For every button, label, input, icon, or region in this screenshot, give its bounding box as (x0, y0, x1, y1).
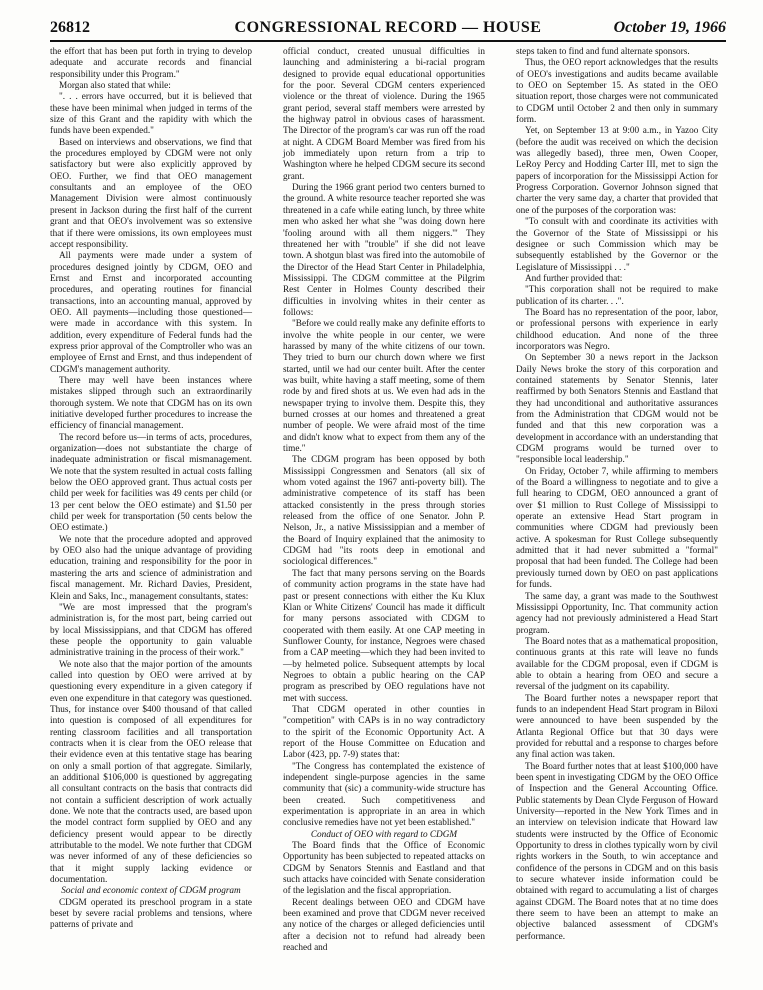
paragraph: The CDGM program has been opposed by both Mississippi Congressmen and Senators (all six of whom voted against the 1967 anti-poverty bill). The administrative competence of its staff has been attacked consistently in the press through stories released from the office of one Senator. John P. Nelson, Jr., a native Mississippian and a member of the Board of Inquiry explained that the animosity to CDGM had "its roots deep in emotional and sociological differences." (283, 455, 485, 568)
paragraph: During the 1966 grant period two centers burned to the ground. A white resource teacher reported she was threatened in a cafe while eating lunch, by three white men who asked her what she "was doing down here 'fooling around with all them niggers.'" They threatened her with "trouble" if she did not leave town. A shotgun blast was fired into the automobile of the Director of the Head Start Center in Philadelphia, Mississippi. The CDGM committee at the Pilgrim Rest Center in Holmes County described their difficulties in involving whites in their center as follows: (283, 183, 485, 318)
paragraph: The Board further notes that at least $100,000 have been spent in investigating CDGM by the OEO Office of Inspection and the General Accounting Office. Public statements by Dean Clyde Ferguson of Howard University—reported in the New York Times and in an interview on television indicate that Howard law students were instructed by the Office of Economic Opportunity to dress in clothes typically worn by civil rights workers in the South, to win acceptance and confidence of the persons in CDGM and on this basis to secure whatever inside information could be obtained with regard to accumulating a list of charges against CDGM. The Board notes that at no time does there seem to have been an attempt to make an objective balanced assessment of CDGM's performance. (516, 761, 718, 942)
paragraph: "We are most impressed that the program's administration is, for the most part, being carried out by local Mississippians, and that CDGM has offered these people the opportunity to gain valuable administrative training in the process of their work." (50, 602, 252, 659)
paragraph: The record before us—in terms of acts, procedures, organization—does not substantiate the charge of inadequate administration or fiscal mismanagement. We note that the system resulted in actual costs falling below the OEO approved grant. Thus actual costs per child per week for facilities was 49 cents per child (or 13 per cent below the OEO estimate) and $1.50 per child per week for transportation (50 cents below the OEO estimate.) (50, 432, 252, 534)
paragraph: That CDGM operated in other counties in "competition" with CAPs is in no way contradictory to the spirit of the Economic Opportunity Act. A report of the House Committee on Education and Labor (423, pp. 7-9) states that: (283, 704, 485, 761)
paragraph: And further provided that: (525, 273, 623, 284)
paragraph: "To consult with and coordinate its activities with the Governor of the State of Mississippi or his designee or such Commission which may be subsequently established by the Governor or the Legislature of Mississippi . . ." (516, 217, 718, 273)
text-column-middle (283, 47, 485, 955)
paragraph: The Board notes that as a mathematical proposition, continuous grants at this rate will leave no funds available for the CDGM proposal, even if CDGM is able to obtain a hearing from OEO and secure a reversal of the judgment on its capability. (516, 636, 718, 693)
text-column-right (516, 47, 718, 943)
paragraph: "This corporation shall not be required to make publication of its charter. . .". (516, 285, 718, 307)
paragraph: CDGM operated its preschool program in a state beset by severe racial problems and tensions, where patterns of private and (50, 897, 252, 931)
paragraph: "Before we could really make any definite efforts to involve the white people in our center, we were harassed by many of the white citizens of our town. They tried to burn our church down where we first started, until we had our center built. After the center was built, white having a staff meeting, some of them rode by and fired shots at us. We even had ads in the newspaper trying to involve them. Despite this, they burned crosses at our homes and threatened a great number of people. We were afraid most of the time and didn't know what to expect from them any of the time." (283, 319, 485, 455)
paragraph: The Board further notes a newspaper report that funds to an independent Head Start program in Biloxi were announced to have been suspended by the Atlanta Regional Office but that 30 days were provided for rebuttal and a response to charges before any final action was taken. (516, 693, 718, 761)
publication-date: October 19, 1966 (613, 19, 726, 36)
paragraph: We note also that the major portion of the amounts called into question by OEO were arrived at by questioning every expenditure in a given category if even one expenditure in that category was questioned. Thus, for instance over $400 thousand of that called into question is composed of all expenditures for renting classroom facilities and all transportation contracts when it is clear from the OEO release that their evidence even at this tentative stage has bearing on only a small portion of that aggregate. Similarly, an additional $106,000 is questioned by aggregating all consultant contracts on the basis that contracts did not contain a sufficient description of work actually done. We note that the contracts used, are based upon the model contract form supplied by OEO and any deficiency present would appear to be directly attributable to the model. We note further that CDGM was never informed of any of these deficiencies so that it might supply lacking evidence or documentation. (50, 659, 252, 886)
paragraph: steps taken to find and fund alternate sponsors. (516, 47, 690, 57)
paragraph: ". . . errors have occurred, but it is believed that these have been minimal when judged in terms of the size of this Grant and the rapidity with which the funds have been expended." (50, 92, 252, 137)
paragraph: Yet, on September 13 at 9:00 a.m., in Yazoo City (before the audit was received on which the decision was allegedly based), three men, Owen Cooper, LeRoy Percy and Hodding Carter III, met to sign the papers of incorporation for the Mississippi Action for Progress Corporation. Governor Johnson signed that charter the very same day, a charter that provided that one of the purposes of the corporation was: (516, 126, 718, 216)
paragraph: "The Congress has contemplated the existence of independent single-purpose agencies in the same community that (sic) a community-wide structure has been created. Such competitiveness and experimentation is appropriate in an area in which conclusive remedies have not yet been established." (283, 761, 485, 829)
paragraph: The Board has no representation of the poor, labor, or professional persons with experience in early childhood education. And none of the three incorporators was Negro. (516, 307, 718, 352)
paragraph: On Friday, October 7, while affirming to members of the Board a willingness to negotiate and to give a full hearing to CDGM, OEO announced a grant of over $1 million to Rust College of Mississippi to operate an extensive Head Start program in communities where CDGM had previously been active. A spokesman for Rust College subsequently admitted that it had never submitted a "formal" proposal that had been funded. The College had been previously turned down by OEO on past applications for funds. (516, 466, 718, 591)
paragraph: The fact that many persons serving on the Boards of community action programs in the state have had past or present connections with either the Ku Klux Klan or White Citizens' Council has made it difficult for many persons associated with CDGM to cooperated with them easily. At one CAP meeting in Sunflower County, for instance, Negroes were chased from a CAP meeting—which they had been invited to—by helmeted police. Subsequent attempts by local Negroes to obtain a public hearing on the CAP program as prescribed by OEO regulations have not met with success. (283, 568, 485, 704)
paragraph: Thus, the OEO report acknowledges that the results of OEO's investigations and audits became available to OEO on September 15. As stated in the OEO situation report, those charges were not communicated to CDGM until October 2 and then only in summary form. (516, 58, 718, 126)
paragraph: On September 30 a news report in the Jackson Daily News broke the story of this corporation and contained statements by Senator Stennis, later reaffirmed by both Senators Stennis and Eastland that they had unconditional and authoritative assurances from the Administration that CDGM would not be funded and that this new corporation was a development in accordance with an understanding that CDGM programs would be turned over to "responsible local leadership." (516, 353, 718, 466)
text-column-left (50, 47, 252, 932)
paragraph: The same day, a grant was made to the Southwest Mississippi Opportunity, Inc. That community action agency had not previously administered a Head Start program. (516, 591, 718, 636)
paragraph: the effort that has been put forth in trying to develop adequate and accurate records and financial responsibility under this Program." (50, 47, 252, 80)
paragraph: official conduct, created unusual difficulties in launching and administering a bi-racial program designed to provide equal educational opportunities for the poor. Several CDGM centers experienced violence or the threat of violence. During the 1965 grant period, several staff members were arrested by the highway patrol in obvious cases of harassment. The Director of the program's car was run off the road at night. A CDGM Board Member was fired from his job immediately upon return from a trip to Washington where he helped CDGM secure its second grant. (283, 47, 485, 182)
publication-title: CONGRESSIONAL RECORD — HOUSE (234, 19, 542, 36)
page-number: 26812 (50, 19, 90, 36)
section-heading: Social and economic context of CDGM program (61, 886, 241, 897)
section-heading: Conduct of OEO with regard to CDGM (310, 829, 458, 840)
paragraph: Based on interviews and observations, we find that the procedures employed by CDGM were not only satisfactory but were also explicitly approved by OEO. Further, we find that OEO management consultants and an employee of the OEO Management Division were almost continuously present in Jackson during the first half of the current grant and that OEO's involvement was so extensive that if there were omissions, its own employees must accept responsibility. (50, 137, 252, 250)
paragraph: Recent dealings between OEO and CDGM have been examined and prove that CDGM never received any notice of the charges or alleged deficiencies until after a decision not to refund had already been reached and (283, 897, 485, 954)
page-header (50, 14, 726, 42)
paragraph: All payments were made under a system of procedures designed jointly by CDGM, OEO and Ernst and Ernst and incorporated accounting procedures, and operating routines for financial transactions, into an accounting manual, approved by OEO. All payments—including those questioned—were made in accordance with this system. In addition, every expenditure of Federal funds had the express prior approval of the Comptroller who was an employee of Ernst and Ernst, and thus independent of CDGM's management authority. (50, 251, 252, 375)
paragraph: The Board finds that the Office of Economic Opportunity has been subjected to repeated attacks on CDGM by Senators Stennis and Eastland and that such attacks have coincided with Senate consideration of the legislation and the fiscal appropriation. (283, 841, 485, 897)
paragraph: We note that the procedure adopted and approved by OEO also had the unique advantage of providing education, training and responsibility for the poor in mastering the arts and science of administration and fiscal management. Mr. Richard Davies, President, Klein and Saks, Inc., management consultants, states: (50, 534, 252, 602)
paragraph: There may well have been instances where mistakes slipped through such an extraordinarily thorough system. We note that CDGM has on its own initiative developed further procedures to increase the efficiency of financial management. (50, 375, 252, 432)
paragraph: Morgan also stated that while: (59, 81, 171, 92)
